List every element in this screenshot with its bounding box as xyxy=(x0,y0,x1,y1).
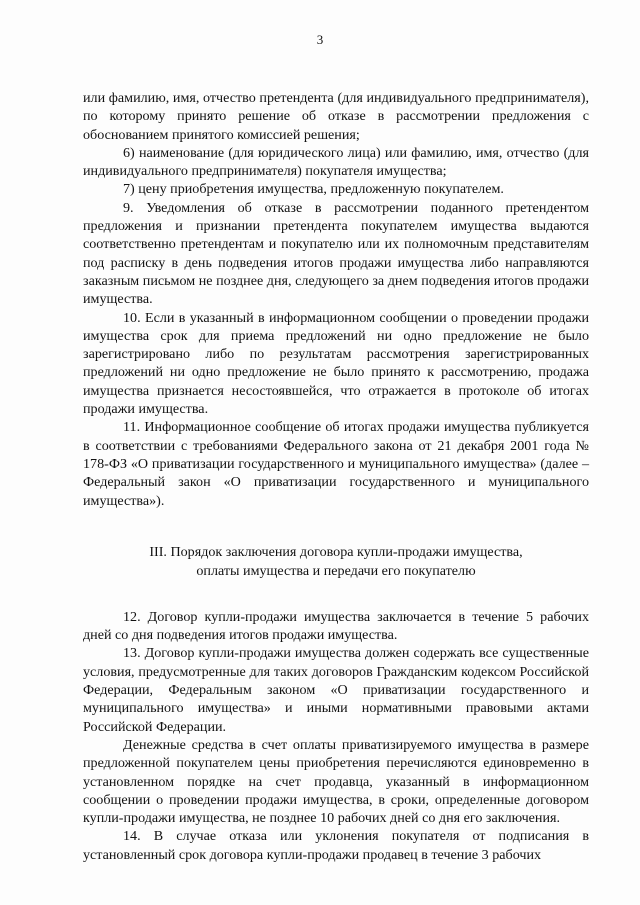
paragraph-11: 11. Информационное сообщение об итогах продажи имущества публикуется в соответствии с требованиями Федерального закона от 21 декабря 2001 года № 178-ФЗ «О приватизации государственного и муниципального имущества» (далее – Федеральный закон «О приватизации государственного и муниципального имущества»). xyxy=(83,419,589,509)
paragraph-item-6: 6) наименование (для юридического лица) или фамилию, имя, отчество (для индивидуального предпринимателя) покупателя имущества; xyxy=(83,144,589,180)
paragraph-12: 12. Договор купли-продажи имущества заключается в течение 5 рабочих дней со дня подведения итогов продажи имущества. xyxy=(83,608,589,644)
paragraph-continuation: или фамилию, имя, отчество претендента (для индивидуального предпринимателя), по которому принято решение об отказе в рассмотрении предложения с обоснованием принятого комиссией решения; xyxy=(83,90,589,143)
paragraph-10: 10. Если в указанный в информационном сообщении о проведении продажи имущества срок для приема предложений ни одно предложение не было зарегистрировано либо по результатам рассмотрения зарегистрированных предложений ни одно предложение не было принято к рассмотрению, продажа имущества признается несостоявшейся, что отражается в протоколе об итогах продажи имущества. xyxy=(83,309,589,418)
page-number: 3 xyxy=(316,32,324,47)
document-body xyxy=(83,89,589,864)
paragraph-13: 13. Договор купли-продажи имущества должен содержать все существенные условия, предусмотренные для таких договоров Гражданским кодексом Российской Федерации, Федеральным законом «О приватизации государственного и муниципального имущества» и иными нормативными правовыми актами Российской Федерации. xyxy=(83,645,589,735)
section-heading xyxy=(83,543,589,581)
section-heading-line-1: III. Порядок заключения договора купли-продажи имущества, xyxy=(149,543,523,560)
paragraph-payment: Денежные средства в счет оплаты приватизируемого имущества в размере предложенной покупателем цены приобретения перечисляются единовременно в установленном порядке на счет продавца, указанный в информационном сообщении о проведении продажи имущества, в сроки, определенные договором купли-продажи имущества, не позднее 10 рабочих дней со дня его заключения. xyxy=(83,736,589,827)
paragraph-14: 14. В случае отказа или уклонения покупателя от подписания в установленный срок договора купли-продажи продавец в течение 3 рабочих xyxy=(83,828,589,863)
section-heading-line-2: оплаты имущества и передачи его покупателю xyxy=(196,562,476,579)
paragraph-9: 9. Уведомления об отказе в рассмотрении поданного претендентом предложения и признании претендента покупателем имущества выдаются соответственно претендентам и покупателю или их полномочным представителям под расписку в день подведения итогов продажи имущества либо направляются заказным письмом не позднее дня, следующего за днем подведения итогов продажи имущества. xyxy=(83,199,589,308)
paragraph-item-7: 7) цену приобретения имущества, предложенную покупателем. xyxy=(123,181,504,198)
